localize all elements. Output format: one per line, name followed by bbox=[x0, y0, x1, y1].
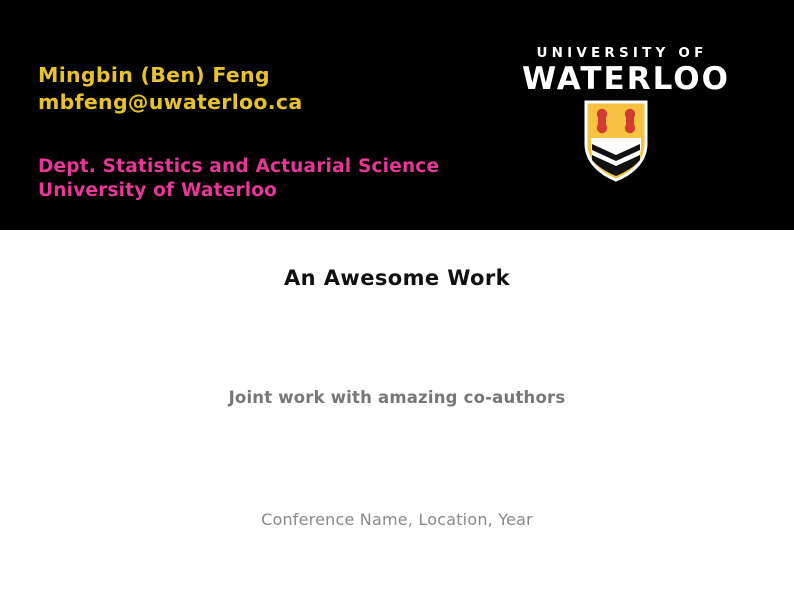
author-email[interactable]: mbfeng@uwaterloo.ca bbox=[38, 89, 303, 114]
affiliation-block bbox=[38, 155, 439, 204]
waterloo-shield-crest-icon bbox=[583, 100, 649, 182]
affiliation-department: Dept. Statistics and Actuarial Science bbox=[38, 156, 440, 177]
university-logo bbox=[522, 45, 730, 97]
subtitle: Joint work with amazing co-authors bbox=[228, 388, 566, 407]
venue-line: Conference Name, Location, Year bbox=[261, 510, 533, 529]
affiliation-institution: University of Waterloo bbox=[38, 180, 278, 202]
author-name: Mingbin (Ben) Feng bbox=[38, 63, 270, 87]
author-block bbox=[38, 62, 302, 115]
page-title: An Awesome Work bbox=[284, 266, 510, 290]
logo-university-of-text: UNIVERSITY OF bbox=[536, 45, 708, 61]
logo-waterloo-text: WATERLOO bbox=[522, 60, 730, 97]
